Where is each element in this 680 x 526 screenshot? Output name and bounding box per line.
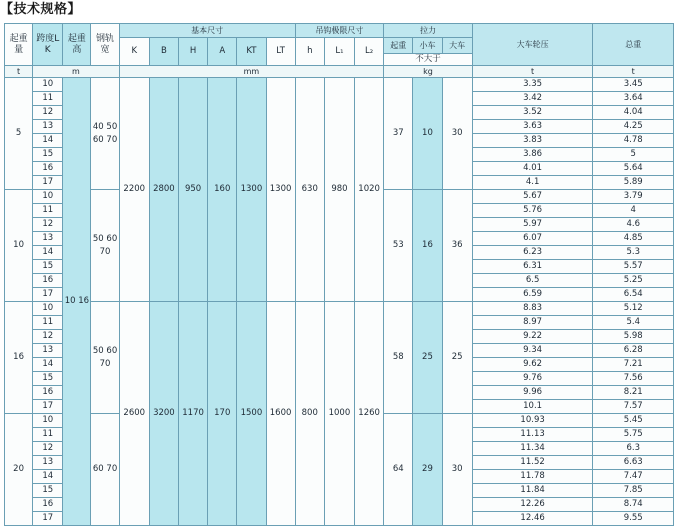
total-weight-cell: 6.54: [593, 288, 674, 302]
header-lift-height: 起重高: [63, 24, 91, 66]
header-row-1: [5, 24, 674, 38]
wheel-pressure-cell: 8.83: [472, 302, 593, 316]
span-cell: 17: [33, 400, 63, 414]
span-cell: 16: [33, 498, 63, 512]
dim-k-cell: 2600: [119, 302, 149, 526]
header-pull-lift: 起重: [384, 38, 413, 54]
wheel-pressure-cell: 4.01: [472, 162, 593, 176]
pull-big-car-cell: 36: [442, 190, 472, 302]
total-weight-cell: 7.57: [593, 400, 674, 414]
pull-big-car-cell: 30: [442, 414, 472, 526]
total-weight-cell: 4.85: [593, 232, 674, 246]
dim-b-cell: 2800: [149, 78, 178, 302]
wheel-pressure-cell: 3.63: [472, 120, 593, 134]
wheel-pressure-cell: 9.34: [472, 344, 593, 358]
total-weight-cell: 4.25: [593, 120, 674, 134]
capacity-cell: 10: [5, 190, 33, 302]
span-cell: 10: [33, 190, 63, 204]
wheel-pressure-cell: 6.23: [472, 246, 593, 260]
unit-span: m: [33, 66, 119, 78]
span-cell: 14: [33, 134, 63, 148]
span-cell: 12: [33, 330, 63, 344]
span-cell: 12: [33, 106, 63, 120]
pull-small-car-cell: 29: [413, 414, 442, 526]
capacity-cell: 20: [5, 414, 33, 526]
total-weight-cell: 4: [593, 204, 674, 218]
header-pull-big-car: 大车: [442, 38, 472, 54]
span-cell: 15: [33, 484, 63, 498]
unit-hook: kg: [384, 66, 473, 78]
total-weight-cell: 6.3: [593, 442, 674, 456]
span-cell: 14: [33, 470, 63, 484]
rail-width-cell: 40 50 60 70: [91, 78, 119, 190]
wheel-pressure-cell: 6.59: [472, 288, 593, 302]
unit-total-weight: t: [593, 66, 674, 78]
total-weight-cell: 5: [593, 148, 674, 162]
rail-width-cell: 50 60 70: [91, 302, 119, 414]
dim-kt-cell: 1500: [237, 302, 266, 526]
header-hook-h: h: [295, 38, 324, 66]
total-weight-cell: 3.45: [593, 78, 674, 92]
dim-a-cell: 170: [208, 302, 237, 526]
header-capacity: 起重量: [5, 24, 33, 66]
total-weight-cell: 5.57: [593, 260, 674, 274]
table-row: [5, 302, 674, 316]
rail-width-cell: 60 70: [91, 414, 119, 526]
wheel-pressure-cell: 3.35: [472, 78, 593, 92]
total-weight-cell: 5.12: [593, 302, 674, 316]
span-cell: 13: [33, 456, 63, 470]
span-cell: 12: [33, 218, 63, 232]
pull-lift-cell: 37: [384, 78, 413, 190]
unit-wheel-pressure: t: [472, 66, 593, 78]
header-dim-b: B: [149, 38, 178, 66]
header-dim-h: H: [178, 38, 207, 66]
wheel-pressure-cell: 9.96: [472, 386, 593, 400]
span-cell: 11: [33, 92, 63, 106]
dim-h-cell: 1170: [178, 302, 207, 526]
total-weight-cell: 5.98: [593, 330, 674, 344]
header-pull-small-car: 小车: [413, 38, 442, 54]
header-dim-a: A: [208, 38, 237, 66]
capacity-cell: 16: [5, 302, 33, 414]
span-cell: 10: [33, 414, 63, 428]
dim-kt-cell: 1300: [237, 78, 266, 302]
header-not-more-than: 不大于: [384, 54, 473, 66]
wheel-pressure-cell: 9.76: [472, 372, 593, 386]
span-cell: 17: [33, 176, 63, 190]
pull-lift-cell: 53: [384, 190, 413, 302]
wheel-pressure-cell: 9.62: [472, 358, 593, 372]
total-weight-cell: 8.21: [593, 386, 674, 400]
span-cell: 11: [33, 428, 63, 442]
table-row: [5, 78, 674, 92]
span-cell: 11: [33, 204, 63, 218]
header-dim-lt: LT: [266, 38, 295, 66]
header-basic-dims: 基本尺寸: [119, 24, 295, 38]
total-weight-cell: 3.64: [593, 92, 674, 106]
header-dim-kt: KT: [237, 38, 266, 66]
header-rail-width: 钢轨宽: [91, 24, 119, 66]
pull-lift-cell: 64: [384, 414, 413, 526]
dim-h-cell: 950: [178, 78, 207, 302]
dim-h-cell: 630: [295, 78, 324, 302]
total-weight-cell: 7.47: [593, 470, 674, 484]
dim-l1-cell: 980: [324, 78, 354, 302]
total-weight-cell: 3.79: [593, 190, 674, 204]
total-weight-cell: 6.63: [593, 456, 674, 470]
unit-capacity: t: [5, 66, 33, 78]
header-total-weight: 总重: [593, 24, 674, 66]
wheel-pressure-cell: 4.1: [472, 176, 593, 190]
total-weight-cell: 6.28: [593, 344, 674, 358]
lift-height-cell: 10 16: [63, 78, 91, 526]
wheel-pressure-cell: 11.84: [472, 484, 593, 498]
span-cell: 10: [33, 78, 63, 92]
wheel-pressure-cell: 11.52: [472, 456, 593, 470]
total-weight-cell: 4.78: [593, 134, 674, 148]
wheel-pressure-cell: 12.46: [472, 512, 593, 526]
wheel-pressure-cell: 3.52: [472, 106, 593, 120]
header-pull-force: 拉力: [384, 24, 473, 38]
wheel-pressure-cell: 11.13: [472, 428, 593, 442]
wheel-pressure-cell: 6.5: [472, 274, 593, 288]
spec-table: [4, 23, 674, 526]
total-weight-cell: 5.25: [593, 274, 674, 288]
rail-width-cell: 50 60 70: [91, 190, 119, 302]
unit-dims: mm: [119, 66, 384, 78]
header-hook-limits: 吊钩极限尺寸: [295, 24, 384, 38]
total-weight-cell: 5.89: [593, 176, 674, 190]
span-cell: 16: [33, 274, 63, 288]
wheel-pressure-cell: 8.97: [472, 316, 593, 330]
capacity-cell: 5: [5, 78, 33, 190]
span-cell: 15: [33, 148, 63, 162]
header-span: 跨度L K: [33, 24, 63, 66]
header-hook-l2: L₂: [355, 38, 384, 66]
total-weight-cell: 7.85: [593, 484, 674, 498]
span-cell: 14: [33, 246, 63, 260]
span-cell: 15: [33, 260, 63, 274]
span-cell: 10: [33, 302, 63, 316]
units-row: [5, 66, 674, 78]
pull-lift-cell: 58: [384, 302, 413, 414]
header-hook-l1: L₁: [324, 38, 354, 66]
span-cell: 17: [33, 288, 63, 302]
wheel-pressure-cell: 10.1: [472, 400, 593, 414]
total-weight-cell: 4.6: [593, 218, 674, 232]
section-title: 【技术规格】: [0, 2, 82, 17]
total-weight-cell: 5.64: [593, 162, 674, 176]
dim-l2-cell: 1260: [355, 302, 384, 526]
wheel-pressure-cell: 11.78: [472, 470, 593, 484]
dim-a-cell: 160: [208, 78, 237, 302]
wheel-pressure-cell: 6.31: [472, 260, 593, 274]
pull-big-car-cell: 30: [442, 78, 472, 190]
total-weight-cell: 5.3: [593, 246, 674, 260]
wheel-pressure-cell: 3.86: [472, 148, 593, 162]
wheel-pressure-cell: 5.97: [472, 218, 593, 232]
span-cell: 13: [33, 232, 63, 246]
wheel-pressure-cell: 5.76: [472, 204, 593, 218]
total-weight-cell: 7.56: [593, 372, 674, 386]
span-cell: 13: [33, 120, 63, 134]
wheel-pressure-cell: 3.42: [472, 92, 593, 106]
total-weight-cell: 7.21: [593, 358, 674, 372]
header-dim-k: K: [119, 38, 149, 66]
header-wheel-pressure: 大车轮压: [472, 24, 593, 66]
span-cell: 14: [33, 358, 63, 372]
dim-l2-cell: 1020: [355, 78, 384, 302]
span-cell: 16: [33, 386, 63, 400]
dim-h-cell: 800: [295, 302, 324, 526]
pull-small-car-cell: 25: [413, 302, 442, 414]
span-cell: 16: [33, 162, 63, 176]
pull-small-car-cell: 16: [413, 190, 442, 302]
pull-small-car-cell: 10: [413, 78, 442, 190]
span-cell: 11: [33, 316, 63, 330]
wheel-pressure-cell: 11.34: [472, 442, 593, 456]
total-weight-cell: 4.04: [593, 106, 674, 120]
wheel-pressure-cell: 9.22: [472, 330, 593, 344]
total-weight-cell: 8.74: [593, 498, 674, 512]
wheel-pressure-cell: 5.67: [472, 190, 593, 204]
dim-b-cell: 3200: [149, 302, 178, 526]
wheel-pressure-cell: 12.26: [472, 498, 593, 512]
wheel-pressure-cell: 6.07: [472, 232, 593, 246]
span-cell: 15: [33, 372, 63, 386]
dim-k-cell: 2200: [119, 78, 149, 302]
total-weight-cell: 5.45: [593, 414, 674, 428]
total-weight-cell: 5.4: [593, 316, 674, 330]
wheel-pressure-cell: 10.93: [472, 414, 593, 428]
wheel-pressure-cell: 3.83: [472, 134, 593, 148]
pull-big-car-cell: 25: [442, 302, 472, 414]
dim-lt-cell: 1600: [266, 302, 295, 526]
dim-lt-cell: 1300: [266, 78, 295, 302]
span-cell: 17: [33, 512, 63, 526]
span-cell: 13: [33, 344, 63, 358]
dim-l1-cell: 1000: [324, 302, 354, 526]
total-weight-cell: 5.75: [593, 428, 674, 442]
total-weight-cell: 9.55: [593, 512, 674, 526]
span-cell: 12: [33, 442, 63, 456]
